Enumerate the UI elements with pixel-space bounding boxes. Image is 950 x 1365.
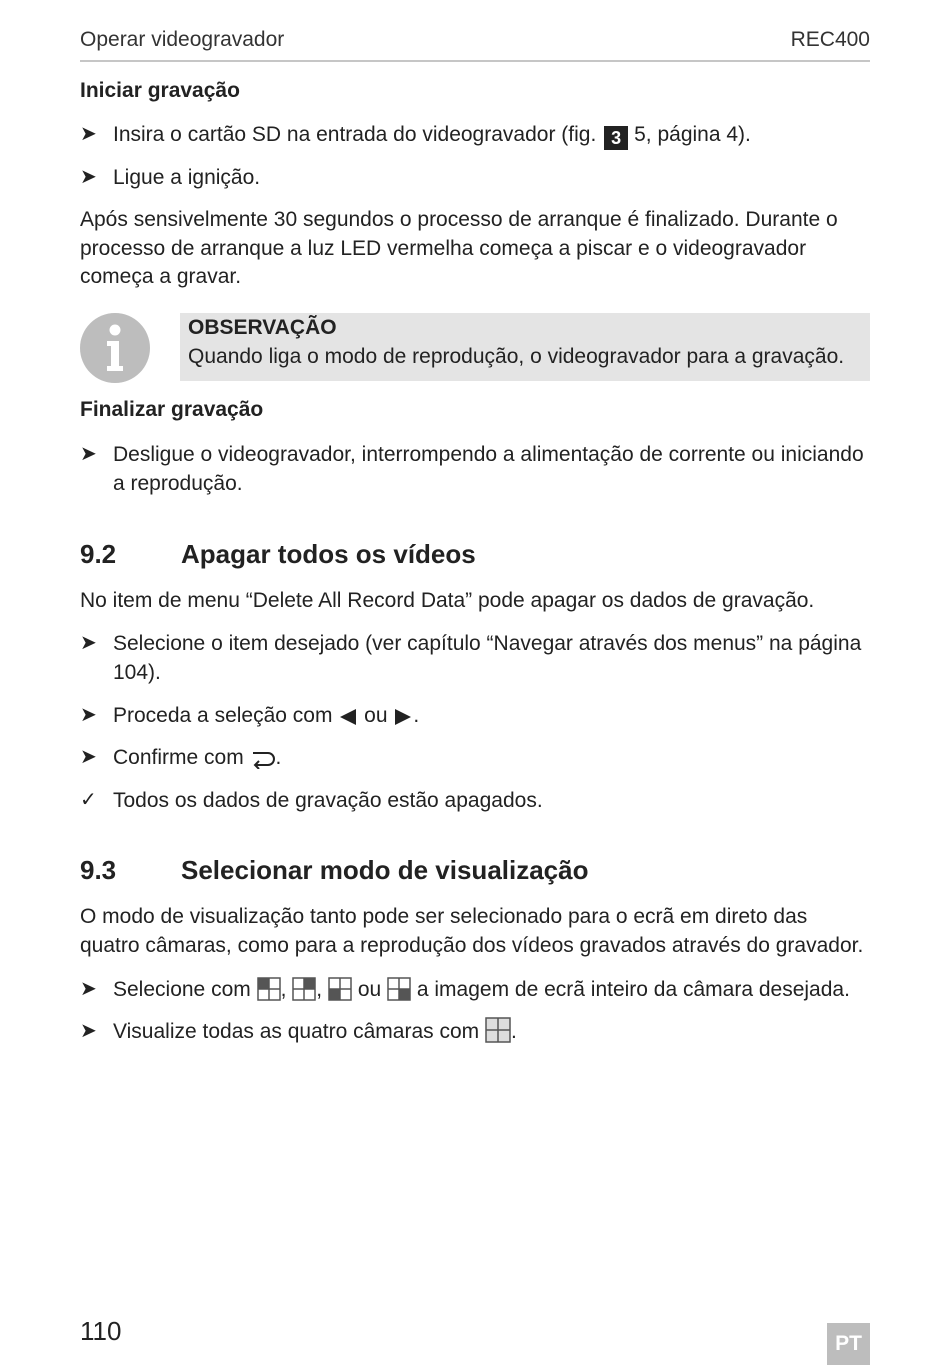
sec92-step-2	[80, 701, 870, 735]
section-number: 9.2	[80, 539, 117, 569]
sec92-step-3	[80, 743, 870, 777]
start-step-1-text: Insira o cartão SD na entrada do videogravador (fig.	[113, 123, 597, 146]
sec92-step-1	[80, 629, 870, 687]
arrow-right-icon: ➤	[80, 443, 97, 465]
sec92-result	[80, 786, 870, 815]
camera-3-view-icon	[328, 977, 352, 1009]
sec92-step-1-text: Selecione o item desejado (ver capítulo “Navegar através dos menus” na página 104).	[113, 632, 862, 684]
arrow-right-icon: ➤	[80, 704, 97, 726]
finish-step-1-text: Desligue o videogravador, interrompendo a alimentação de corrente ou iniciando a reprodução.	[113, 443, 864, 495]
sec92-step-2-ou: ou	[364, 704, 388, 727]
start-heading: Iniciar gravação	[80, 79, 240, 102]
enter-return-icon	[250, 748, 276, 777]
note-box	[180, 313, 870, 381]
info-icon	[80, 313, 150, 383]
sec92-step-3-end: .	[275, 746, 282, 769]
section-title: Apagar todos os vídeos	[181, 539, 476, 569]
finish-heading: Finalizar gravação	[80, 398, 264, 421]
arrow-right-icon: ➤	[80, 978, 97, 1000]
sec93-step-1-text: Selecione com	[113, 978, 251, 1001]
language-badge: PT	[827, 1323, 870, 1365]
arrow-right-icon: ➤	[80, 166, 97, 188]
note-body: Quando liga o modo de reprodução, o videogravador para a gravação.	[188, 345, 845, 368]
start-step-2	[80, 163, 870, 192]
sec93-step-1-ou: ou	[357, 978, 382, 1001]
sec92-step-2-end: .	[413, 704, 420, 727]
figure-number-badge: 3	[604, 126, 628, 150]
note-title: OBSERVAÇÃO	[188, 316, 337, 339]
sec92-result-text: Todos os dados de gravação estão apagados.	[113, 789, 543, 812]
camera-1-view-icon	[257, 977, 281, 1009]
header-model: REC400	[790, 28, 870, 51]
sec93-step-1-rest: a imagem de ecrã inteiro da câmara desejada.	[416, 978, 850, 1001]
start-step-2-text: Ligue a ignição.	[113, 166, 261, 189]
comma: ,	[280, 978, 287, 1001]
sec93-intro: O modo de visualização tanto pode ser selecionado para o ecrã em direto das quatro câmaras, como para a reprodução dos vídeos gravados através do gravador.	[80, 905, 864, 957]
camera-4-view-icon	[387, 977, 411, 1009]
header-chapter: Operar videogravador	[80, 28, 285, 51]
sec93-step-2-end: .	[510, 1020, 517, 1043]
sec92-intro: No item de menu “Delete All Record Data” pode apagar os dados de gravação.	[80, 589, 815, 612]
arrow-right-icon: ➤	[80, 123, 97, 145]
triangle-right-icon	[393, 706, 413, 735]
triangle-left-icon	[338, 706, 358, 735]
start-paragraph: Após sensivelmente 30 segundos o processo de arranque é finalizado. Durante o processo de arranque a luz LED vermelha começa a piscar e o videogravador começa a gravar.	[80, 208, 838, 288]
arrow-right-icon: ➤	[80, 632, 97, 654]
sec93-step-2-text: Visualize todas as quatro câmaras com	[113, 1020, 480, 1043]
sec92-step-3-text: Confirme com	[113, 746, 244, 769]
camera-2-view-icon	[292, 977, 316, 1009]
check-icon: ✓	[80, 789, 97, 811]
comma: ,	[316, 978, 323, 1001]
page-number: 110	[80, 1316, 122, 1346]
sec93-step-1	[80, 975, 870, 1009]
section-number: 9.3	[80, 855, 117, 885]
finish-step-1	[80, 440, 870, 498]
arrow-right-icon: ➤	[80, 1020, 97, 1042]
page-header	[80, 28, 870, 62]
start-step-1	[80, 120, 870, 150]
quad-view-icon	[485, 1017, 511, 1051]
section-title: Selecionar modo de visualização	[181, 855, 589, 885]
start-step-1-ref: 5, página 4).	[634, 123, 751, 146]
sec92-step-2-text: Proceda a seleção com	[113, 704, 333, 727]
sec93-step-2	[80, 1017, 870, 1051]
arrow-right-icon: ➤	[80, 746, 97, 768]
